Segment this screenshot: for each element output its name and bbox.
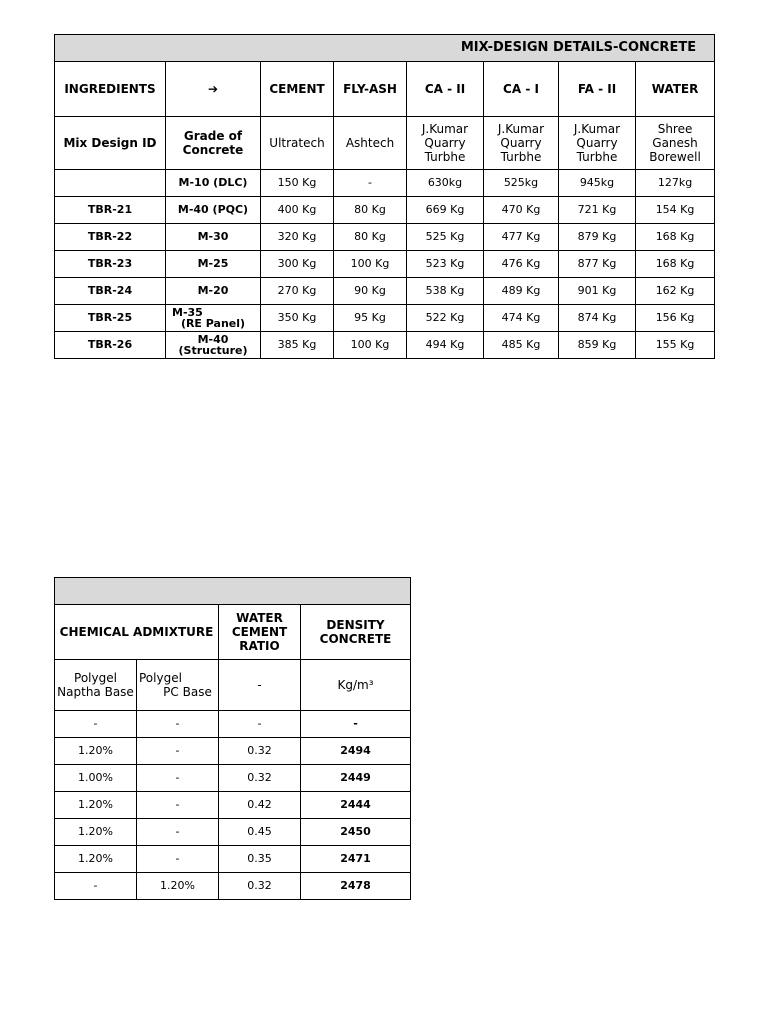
table-row	[55, 873, 411, 900]
water-qty: 162 Kg	[636, 278, 715, 305]
naptha-value: 1.20%	[55, 792, 137, 819]
cement-qty: 350 Kg	[261, 305, 334, 332]
wcr-value: 0.42	[219, 792, 301, 819]
subheader-row	[55, 660, 411, 711]
table-row	[55, 305, 715, 332]
subheader-water-source: Shree Ganesh Borewell	[636, 117, 715, 170]
wcr-value: -	[219, 711, 301, 738]
subheader-ca1-source: J.Kumar Quarry Turbhe	[484, 117, 559, 170]
ca1-qty: 525kg	[484, 170, 559, 197]
fa2-qty: 874 Kg	[559, 305, 636, 332]
density-value: 2494	[301, 738, 411, 765]
density-value: 2449	[301, 765, 411, 792]
pc-value: 1.20%	[137, 873, 219, 900]
wcr-value: 0.32	[219, 873, 301, 900]
density-value: 2478	[301, 873, 411, 900]
subheader-fa2-source: J.Kumar Quarry Turbhe	[559, 117, 636, 170]
water-qty: 127kg	[636, 170, 715, 197]
flyash-qty: 100 Kg	[334, 251, 407, 278]
grade-line-1: M-40	[197, 333, 229, 346]
ca1-qty: 485 Kg	[484, 332, 559, 359]
fa2-qty: 901 Kg	[559, 278, 636, 305]
fa2-qty: 879 Kg	[559, 224, 636, 251]
mix-id: TBR-21	[55, 197, 166, 224]
water-qty: 154 Kg	[636, 197, 715, 224]
table-row	[55, 819, 411, 846]
subheader-wcr: -	[219, 660, 301, 711]
ca2-qty: 494 Kg	[407, 332, 484, 359]
grade: M-25	[166, 251, 261, 278]
pc-value: -	[137, 819, 219, 846]
subheader-flyash-source: Ashtech	[334, 117, 407, 170]
table-row	[55, 846, 411, 873]
wcr-value: 0.45	[219, 819, 301, 846]
cement-qty: 150 Kg	[261, 170, 334, 197]
grade: M-10 (DLC)	[166, 170, 261, 197]
ca1-qty: 476 Kg	[484, 251, 559, 278]
table-row	[55, 765, 411, 792]
grade-line-1: M-35	[172, 306, 203, 319]
arrow-icon: ➔	[166, 62, 261, 117]
header-flyash: FLY-ASH	[334, 62, 407, 117]
subheader-grade: Grade of Concrete	[166, 117, 261, 170]
fa2-qty: 859 Kg	[559, 332, 636, 359]
admixture-title-bar	[55, 578, 411, 605]
wcr-value: 0.32	[219, 738, 301, 765]
cement-qty: 400 Kg	[261, 197, 334, 224]
wcr-value: 0.35	[219, 846, 301, 873]
grade: M-40 (PQC)	[166, 197, 261, 224]
subheader-pc-base	[137, 660, 219, 711]
pc-line-2: PC Base	[163, 685, 212, 699]
cement-qty: 385 Kg	[261, 332, 334, 359]
subheader-cement-source: Ultratech	[261, 117, 334, 170]
header-cement: CEMENT	[261, 62, 334, 117]
table-row	[55, 792, 411, 819]
ca2-qty: 522 Kg	[407, 305, 484, 332]
flyash-qty: 80 Kg	[334, 197, 407, 224]
ca2-qty: 669 Kg	[407, 197, 484, 224]
header-water-cement-ratio: WATER CEMENT RATIO	[219, 605, 301, 660]
table-row	[55, 197, 715, 224]
flyash-qty: -	[334, 170, 407, 197]
cement-qty: 300 Kg	[261, 251, 334, 278]
pc-value: -	[137, 765, 219, 792]
water-qty: 156 Kg	[636, 305, 715, 332]
subheader-mix-id: Mix Design ID	[55, 117, 166, 170]
density-value: 2444	[301, 792, 411, 819]
table-row	[55, 224, 715, 251]
mix-id: TBR-23	[55, 251, 166, 278]
header-ingredients: INGREDIENTS	[55, 62, 166, 117]
naptha-value: 1.20%	[55, 819, 137, 846]
subheader-row	[55, 117, 715, 170]
table-row	[55, 738, 411, 765]
pc-value: -	[137, 792, 219, 819]
ca1-qty: 474 Kg	[484, 305, 559, 332]
ca1-qty: 470 Kg	[484, 197, 559, 224]
header-row	[55, 605, 411, 660]
naptha-value: 1.20%	[55, 846, 137, 873]
pc-line-1: Polygel	[139, 671, 182, 685]
flyash-qty: 95 Kg	[334, 305, 407, 332]
density-value: 2450	[301, 819, 411, 846]
flyash-qty: 100 Kg	[334, 332, 407, 359]
flyash-qty: 90 Kg	[334, 278, 407, 305]
table-title: MIX-DESIGN DETAILS-CONCRETE	[55, 35, 715, 62]
mix-id: TBR-25	[55, 305, 166, 332]
grade-line-2: (Structure)	[178, 344, 248, 357]
header-water: WATER	[636, 62, 715, 117]
ca2-qty: 525 Kg	[407, 224, 484, 251]
grade	[166, 305, 261, 332]
naptha-value: -	[55, 711, 137, 738]
mix-id	[55, 170, 166, 197]
header-row	[55, 62, 715, 117]
header-ca2: CA - II	[407, 62, 484, 117]
header-density: DENSITY CONCRETE	[301, 605, 411, 660]
table-row	[55, 278, 715, 305]
water-qty: 155 Kg	[636, 332, 715, 359]
water-qty: 168 Kg	[636, 224, 715, 251]
mix-id: TBR-26	[55, 332, 166, 359]
water-qty: 168 Kg	[636, 251, 715, 278]
pc-value: -	[137, 711, 219, 738]
header-ca1: CA - I	[484, 62, 559, 117]
grade	[166, 332, 261, 359]
mix-id: TBR-22	[55, 224, 166, 251]
table-row	[55, 711, 411, 738]
naptha-value: 1.00%	[55, 765, 137, 792]
naptha-value: 1.20%	[55, 738, 137, 765]
ca1-qty: 477 Kg	[484, 224, 559, 251]
pc-value: -	[137, 738, 219, 765]
header-chemical-admixture: CHEMICAL ADMIXTURE	[55, 605, 219, 660]
ca2-qty: 538 Kg	[407, 278, 484, 305]
density-value: -	[301, 711, 411, 738]
mix-design-table	[54, 34, 715, 359]
table-row	[55, 170, 715, 197]
subheader-ca2-source: J.Kumar Quarry Turbhe	[407, 117, 484, 170]
table-row	[55, 332, 715, 359]
wcr-value: 0.32	[219, 765, 301, 792]
naptha-value: -	[55, 873, 137, 900]
table-row	[55, 251, 715, 278]
admixture-table	[54, 577, 411, 900]
cement-qty: 320 Kg	[261, 224, 334, 251]
cement-qty: 270 Kg	[261, 278, 334, 305]
ca2-qty: 523 Kg	[407, 251, 484, 278]
flyash-qty: 80 Kg	[334, 224, 407, 251]
grade: M-30	[166, 224, 261, 251]
density-value: 2471	[301, 846, 411, 873]
ca1-qty: 489 Kg	[484, 278, 559, 305]
subheader-naptha: Polygel Naptha Base	[55, 660, 137, 711]
fa2-qty: 945kg	[559, 170, 636, 197]
fa2-qty: 877 Kg	[559, 251, 636, 278]
pc-value: -	[137, 846, 219, 873]
fa2-qty: 721 Kg	[559, 197, 636, 224]
grade: M-20	[166, 278, 261, 305]
grade-line-2: (RE Panel)	[180, 317, 246, 330]
subheader-density-unit: Kg/m³	[301, 660, 411, 711]
mix-id: TBR-24	[55, 278, 166, 305]
header-fa2: FA - II	[559, 62, 636, 117]
ca2-qty: 630kg	[407, 170, 484, 197]
